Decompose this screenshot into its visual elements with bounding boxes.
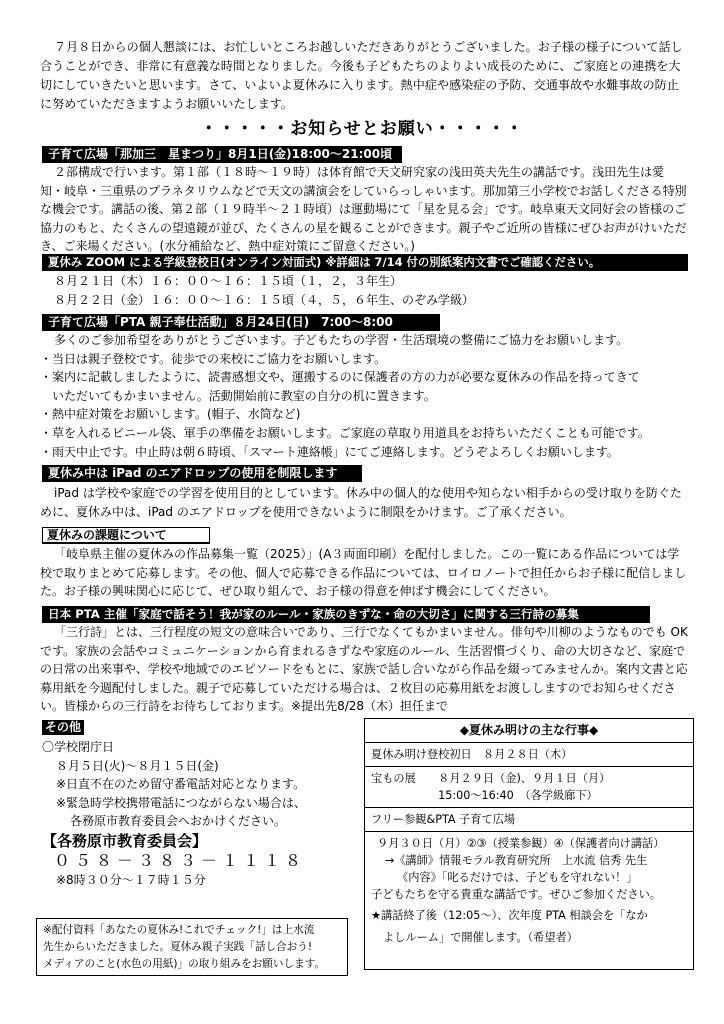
section-homework-title: 夏休みの課題について (42, 527, 210, 544)
section-pta-service-body (40, 331, 688, 461)
event-treasure-show: 宝もの展 ８月２９日（金)、９月１日（月） (371, 772, 611, 785)
section-other-body (42, 738, 364, 890)
divider (365, 831, 693, 832)
section-ipad-body (40, 484, 688, 521)
board-of-education: 【各務原市教育委員会】 (42, 831, 208, 850)
intro-paragraph: ７月８日からの個人懇談には、お忙しいところお越しいただきありがとうございました。お子様の様子について話し合うことができ、非常に有意義な時間となりました。今後も子どもたちのよりよい成長のために、ご家庭との連携を大切にしていきたいと思います。さて、いよいよ夏休みに入ります。熱中症や感染症の予防、交通事故や水難事故の防止に努めていただきますようお願いいたします。 (40, 40, 683, 111)
ipad-text: iPad は学校や家庭での学習を使用目的としています。休み中の個人的な使用や知らない相手からの受け取りを防ぐために、夏休み中は、iPad のエアドロップを使用できないように制限をかけます。ご了承ください。 (40, 486, 682, 519)
section-other-title: その他 (42, 720, 84, 735)
divider (365, 807, 693, 808)
poem-text: 「三行詩」とは、三行程度の短文の意味合いであり、三行でなくてもかまいません。俳句や川柳のようなものでも OK です。家族の会話やコミュニケーションから育まれるきずなや家庭のルール、生活習慣づくり、命の大切さなど、家庭での日常の出来事や、学校や地域でのエピソードをもとに、家族で話し合いながら作品を綴ってみませんか。案内文書と応募用紙を今週配付しました。親子で応募していただける場合は、２枚目の応募用紙をお渡ししますのでお知らせください。皆様からの三行詩をお待ちしております。※提出先8/28（木）担任まで (40, 625, 688, 714)
page-title: ・・・・・お知らせとお願い・・・・・ (200, 119, 524, 139)
event-lecture-note: 子どもたちを守る貴重な講話です。ぜひご参加ください。 (371, 888, 661, 901)
event-lecturer: →《講師》情報モラル教育研究所 上水流 信秀 先生 (385, 854, 648, 867)
pta-service-bullet: いただいてもかまいません。活動開始前に教室の自分の机に置きます。 (40, 388, 436, 403)
pta-service-bullet: ・草を入れるビニール袋、軍手の準備をお願いします。ご家庭の草取り用道具をお持ちいただくことも可能です。 (40, 425, 650, 440)
event-pta-meeting: ★講話終了後（12:05～）、次年度 PTA 相談会を「なか (371, 909, 648, 922)
section-zoom-title: 夏休み ZOOM による学級登校日(オンライン対面式) ※詳細は 7/14 付の別紙案内文書でご確認ください。 (42, 254, 688, 271)
handout-note-line: ※配付資料「あなたの夏休み!これでチェック!」は上水流 (43, 924, 315, 936)
handout-note-box (36, 918, 348, 976)
closure-dates: ８月５日(火)～８月１５日(金) (56, 758, 219, 773)
section-poem-body (40, 623, 688, 716)
events-box (364, 718, 694, 970)
closure-note-2b: 各務原市教育委員会へおかけください。 (70, 814, 287, 829)
section-poem-title: 日本 PTA 主催「家庭で話そう！我が家のルール・家族のきずな・命の大切さ」に関する三行詩の募集 (42, 606, 650, 623)
pta-service-bullet: ・当日は親子登校です。徒歩での来校にご協力をお願いします。 (40, 351, 387, 366)
board-hours: ※8時３０分～１７時１５分 (56, 872, 206, 887)
handout-note-line: メディアのこと(水色の用紙)」の取り組みをお願いします。 (43, 958, 326, 970)
event-open-class-date: ９月３０日（月）②③（授業参観）④（保護者向け講話） (377, 837, 665, 850)
closure-heading: 〇学校閉庁日 (42, 740, 115, 754)
section-star-festival-title: 子育て広場「那加三 星まつり」8月1日(金)18:00～21:00頃 (42, 146, 402, 163)
section-ipad-title: 夏休み中は iPad のエアドロップの使用を制限します (42, 465, 362, 482)
zoom-line-2: ８月２２日（金）１６：００～１６：１５頃（４，５，６年生、のぞみ学級） (54, 292, 475, 307)
pta-service-intro: 多くのご参加希望をありがとうございます。子どもたちの学習・生活環境の整備にご協力をお願いします。 (54, 333, 629, 347)
pta-service-bullet: ・案内に記載しましたように、読書感想文や、運搬するのに保護者の方の力が必要な夏休みの作品を持ってきて (40, 370, 640, 385)
events-title: ◆夏休み明けの主な行事◆ (459, 723, 599, 737)
closure-note-1: ※日直不在のため留守番電話対応となります。 (56, 777, 306, 792)
homework-text: 「岐阜県主催の夏休みの作品募集一覧（2025）」(A３両面印刷）を配付しました。この一覧にある作品については学校で取りまとめて応募します。その他、個人で応募できる作品については、ロイロノートで担任からお子様に配信しました。お子様の興味関心に応じて、ぜひ取り組んで、お子様の得意を伸ばす機会にしてください。 (40, 547, 687, 599)
pta-service-bullet: ・雨天中止です。中止時は朝６時頃、「スマート連絡帳」にてご連絡します。どうぞよろしくお願いします。 (40, 444, 619, 459)
divider (365, 742, 693, 743)
event-pta-meeting-place: よしルーム」で開催します。（希望者） (383, 931, 578, 944)
section-pta-service-title: 子育て広場「PTA 親子奉仕活動」８月24日(日) 7:00～8:00 (42, 314, 440, 331)
board-phone-number: ０５８－３８３－１１１８ (54, 850, 307, 870)
handout-note-line: 先生からいただきました。夏休み親子実践「話し合おう! (43, 941, 313, 953)
divider (365, 766, 693, 767)
section-zoom-body (40, 272, 688, 309)
section-star-festival-body (40, 163, 688, 256)
event-lecture-content: 《内容》「叱るだけでは、子どもを守れない！」 (397, 871, 638, 884)
star-festival-text: ２部構成で行います。第１部（１８時～１９時）は体育館で天文研究家の浅田英夫先生の講話です。浅田先生は愛知・岐阜・三重県のプラネタリウムなどで天文の講演会をしていらっしゃいます。那加第三小学校でお話しくださる特別な機会です。講話の後、第２部（１９時半～２１時頃）は運動場にて「星を見る会」です。岐阜東天文同好会の皆様のご協力のもと、たくさんの望遠鏡が並び、たくさんの星を観ることができます。親子やご近所の皆様にぜひお声がけいただき、ご来場ください。(水分補給など、熱中症対策にご留意ください。) (40, 165, 687, 254)
event-first-day: 夏休み明け登校初日 ８月２８日（木） (371, 748, 573, 761)
closure-note-2a: ※緊急時学校携帯電話につながらない場合は、 (56, 795, 306, 810)
event-open-class: フリー参観&PTA 子育て広場 (371, 813, 516, 826)
section-homework-body (40, 545, 688, 601)
event-treasure-show-time: 15:00～16:40 （各学級廊下） (371, 789, 598, 802)
pta-service-bullet: ・熱中症対策をお願いします。(帽子、水筒など) (40, 407, 301, 422)
zoom-line-1: ８月２１日（木）１６：００～１６：１５頃（１，２，３年生） (54, 274, 403, 288)
